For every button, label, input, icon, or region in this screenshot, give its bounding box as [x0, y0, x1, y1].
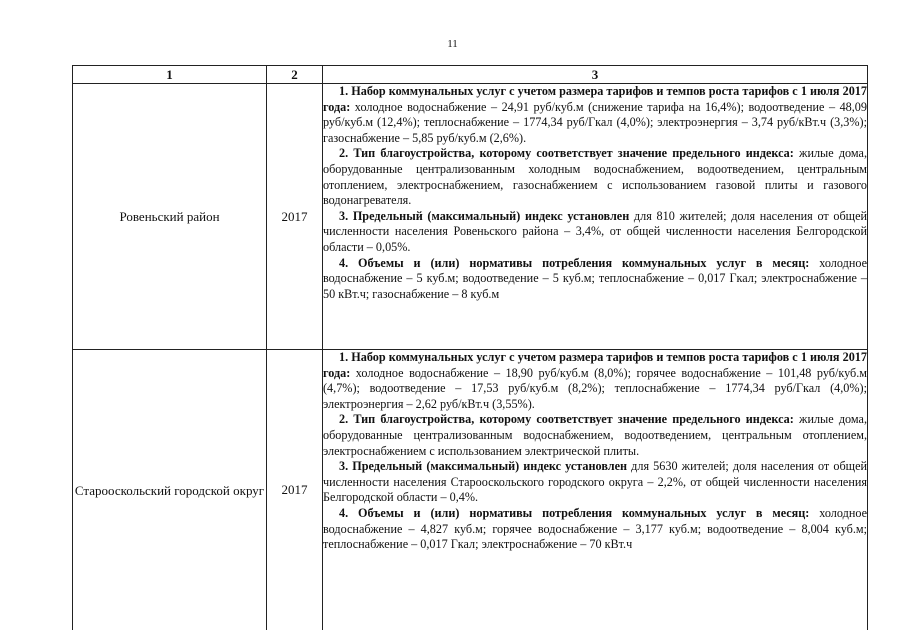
description-paragraph [323, 459, 867, 506]
description-paragraph [323, 84, 867, 146]
page-number: 11 [447, 38, 458, 50]
description-paragraph [323, 412, 867, 459]
description-paragraph [323, 209, 867, 256]
paragraph-text: холодное водоснабжение – 24,91 руб/куб.м (снижение тарифа на 16,4%); водоотведение – 48,09 руб/куб.м (12,4%); теплоснабжение – 1774,34 руб/Гкал (4,0%); электроэнергия – 3,74 руб/кВт.ч (3,3%); газоснабжение – 5,85 руб/куб.м (2,6%). [323, 99, 867, 145]
year-cell: 2017 [267, 350, 323, 631]
paragraph-text: холодное водоснабжение – 4,827 куб.м; горячее водоснабжение – 3,177 куб.м; водоотведение – 8,004 куб.м; теплоснабжение – 0,017 Гкал; электроснабжение – 70 кВт.ч [323, 505, 868, 552]
description-cell [323, 84, 868, 350]
paragraph-heading: 2. Тип благоустройства, которому соответствует значение предельного индекса: [339, 146, 794, 161]
paragraph-text: для 5630 жителей; доля населения от общей численности населения Старооскольского городского округа – 2,2%, от общей численности населения Белгородской области – 0,4%. [323, 459, 867, 505]
paragraph-text: холодное водоснабжение – 18,90 руб/куб.м (8,0%); горячее водоснабжение – 101,48 руб/куб.м (4,7%); водоотведение – 17,53 руб/куб.м (8,2%); теплоснабжение – 1774,34 руб/Гкал (4,0%); электроэнергия – 2,62 руб/кВт.ч (3,55%). [323, 365, 867, 411]
paragraph-heading: 3. Предельный (максимальный) индекс установлен [339, 459, 628, 474]
description-paragraph [323, 506, 867, 553]
paragraph-heading: 1. Набор коммунальных услуг с учетом размера тарифов и темпов роста тарифов с 1 июля 2017 года: [323, 350, 867, 380]
description-paragraph [323, 350, 867, 412]
paragraph-text: жилые дома, оборудованные централизованным холодным водоснабжением, водоотведением, центральным отоплением, электроснабжением, газоснабжением с использованием газовой плиты и газового водонагревателя. [323, 146, 867, 208]
tariff-table [72, 65, 868, 630]
year-cell: 2017 [267, 84, 323, 350]
table-row [73, 350, 868, 631]
paragraph-text: жилые дома, оборудованные централизованным водоснабжением, водоотведением, центральным отоплением, электроснабжением с использованием электрической плиты. [323, 412, 867, 458]
paragraph-heading: 1. Набор коммунальных услуг с учетом размера тарифов и темпов роста тарифов с 1 июля 2017 года: [323, 84, 867, 114]
description-paragraph [323, 256, 867, 303]
table-header-row [73, 66, 868, 84]
column-header-2: 2 [267, 66, 323, 84]
paragraph-heading: 4. Объемы и (или) нормативы потребления коммунальных услуг в месяц: [339, 505, 810, 520]
paragraph-heading: 3. Предельный (максимальный) индекс установлен [339, 208, 630, 223]
paragraph-text: для 810 жителей; доля населения от общей численности населения Ровеньского района – 3,4%, от общей численности населения Белгородской области – 0,05%. [323, 208, 868, 254]
table-row [73, 84, 868, 350]
column-header-1: 1 [73, 66, 267, 84]
column-header-3: 3 [323, 66, 868, 84]
region-cell: Ровеньский район [73, 84, 267, 350]
description-paragraph [323, 146, 867, 208]
paragraph-heading: 2. Тип благоустройства, которому соответствует значение предельного индекса: [339, 412, 794, 427]
region-cell: Старооскольский городской округ [73, 350, 267, 631]
paragraph-text: холодное водоснабжение – 5 куб.м; водоотведение – 5 куб.м; теплоснабжение – 0,017 Гкал; электроснабжение – 50 кВт.ч; газоснабжение – 8 куб.м [323, 255, 868, 301]
description-cell [323, 350, 868, 631]
paragraph-heading: 4. Объемы и (или) нормативы потребления коммунальных услуг в месяц: [339, 255, 810, 270]
